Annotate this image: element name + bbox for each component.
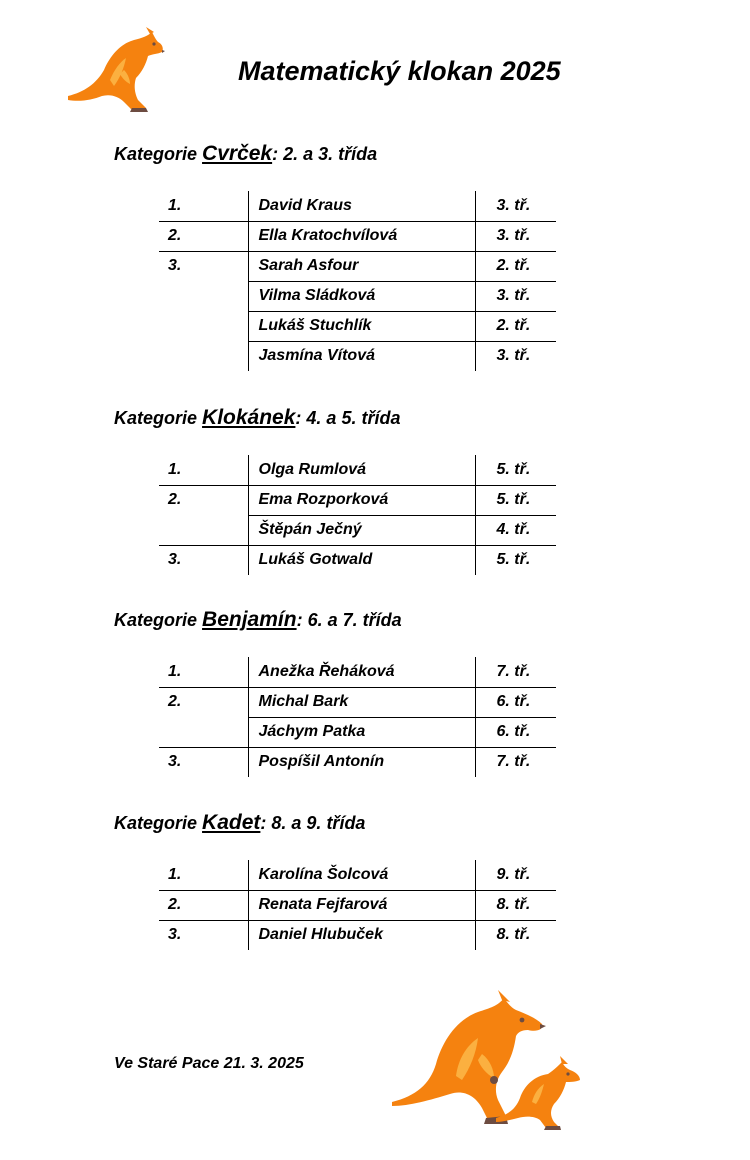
- table-row: [159, 455, 556, 485]
- name-cell: Lukáš Gotwald: [248, 545, 475, 575]
- table-row: [159, 221, 556, 251]
- table-row: [159, 281, 556, 311]
- name-cell: David Kraus: [248, 191, 475, 221]
- name-cell: Štěpán Ječný: [248, 515, 475, 545]
- grade-cell: 7. tř.: [475, 657, 556, 687]
- table-row: [159, 657, 556, 687]
- category-classes: : 8. a 9. třída: [260, 813, 366, 833]
- kangaroo-mother-baby-icon: [386, 990, 586, 1130]
- category-classes: : 6. a 7. třída: [296, 610, 402, 630]
- name-cell: Pospíšil Antonín: [248, 747, 475, 777]
- name-cell: Daniel Hlubuček: [248, 920, 475, 950]
- place-cell: 2.: [159, 485, 248, 515]
- category-prefix: Kategorie: [114, 610, 198, 630]
- grade-cell: 2. tř.: [475, 251, 556, 281]
- name-cell: Michal Bark: [248, 687, 475, 717]
- place-and-date: Ve Staré Pace 21. 3. 2025: [114, 1055, 304, 1072]
- place-cell: 1.: [168, 865, 182, 883]
- grade-cell: 9. tř.: [475, 860, 556, 890]
- name-cell: Lukáš Stuchlík: [248, 311, 475, 341]
- place-cell: 1.: [168, 196, 182, 214]
- grade-cell: 3. tř.: [475, 281, 556, 311]
- table-row: [159, 515, 556, 545]
- place-cell: 3.: [159, 747, 248, 777]
- name-cell: Ella Kratochvílová: [248, 221, 475, 251]
- category-heading-cvrcek: [114, 142, 377, 166]
- place-cell: 3.: [159, 920, 248, 950]
- place-cell: 2.: [159, 221, 248, 251]
- name-cell: Vilma Sládková: [248, 281, 475, 311]
- grade-cell: 4. tř.: [475, 515, 556, 545]
- grade-cell: 3. tř.: [475, 341, 556, 371]
- table-row: [159, 687, 556, 717]
- table-row: [159, 920, 556, 950]
- category-name: Klokánek: [202, 406, 296, 429]
- grade-cell: 2. tř.: [475, 311, 556, 341]
- grade-cell: 5. tř.: [475, 455, 556, 485]
- place-cell: [159, 341, 248, 371]
- grade-cell: 8. tř.: [475, 920, 556, 950]
- place-cell: 2.: [159, 890, 248, 920]
- grade-cell: 6. tř.: [475, 687, 556, 717]
- category-heading-klokanek: [114, 406, 400, 430]
- kangaroo-icon: [62, 26, 166, 114]
- place-cell: [159, 717, 248, 747]
- grade-cell: 5. tř.: [475, 545, 556, 575]
- category-prefix: Kategorie: [114, 813, 198, 833]
- category-name: Benjamín: [202, 608, 297, 631]
- name-cell: Jáchym Patka: [248, 717, 475, 747]
- category-prefix: Kategorie: [114, 144, 198, 164]
- category-name: Kadet: [202, 811, 261, 834]
- place-cell: 1.: [168, 662, 182, 680]
- place-cell: [159, 281, 248, 311]
- category-classes: : 4. a 5. třída: [295, 408, 401, 428]
- table-row: [159, 717, 556, 747]
- name-cell: Anežka Řeháková: [248, 657, 475, 687]
- name-cell: Jasmína Vítová: [248, 341, 475, 371]
- place-cell: 3.: [159, 251, 248, 281]
- grade-cell: 3. tř.: [475, 191, 556, 221]
- place-cell: [159, 515, 248, 545]
- table-row: [159, 485, 556, 515]
- place-cell: [159, 311, 248, 341]
- place-cell: 2.: [159, 687, 248, 717]
- category-name: Cvrček: [202, 142, 273, 165]
- table-row: [159, 341, 556, 371]
- page-title: Matematický klokan 2025: [238, 56, 561, 86]
- name-cell: Ema Rozporková: [248, 485, 475, 515]
- grade-cell: 3. tř.: [475, 221, 556, 251]
- place-cell: 3.: [159, 545, 248, 575]
- table-row: [159, 191, 556, 221]
- grade-cell: 5. tř.: [475, 485, 556, 515]
- table-row: [159, 860, 556, 890]
- results-table-benjamin: [159, 657, 556, 777]
- grade-cell: 8. tř.: [475, 890, 556, 920]
- table-row: [159, 890, 556, 920]
- category-classes: : 2. a 3. třída: [272, 144, 378, 164]
- category-prefix: Kategorie: [114, 408, 198, 428]
- category-heading-benjamin: [114, 608, 402, 632]
- category-heading-kadet: [114, 811, 365, 835]
- name-cell: Karolína Šolcová: [248, 860, 475, 890]
- table-row: [159, 545, 556, 575]
- name-cell: Olga Rumlová: [248, 455, 475, 485]
- results-table-kadet: [159, 860, 556, 950]
- name-cell: Renata Fejfarová: [248, 890, 475, 920]
- results-table-klokanek: [159, 455, 556, 575]
- grade-cell: 7. tř.: [475, 747, 556, 777]
- table-row: [159, 311, 556, 341]
- grade-cell: 6. tř.: [475, 717, 556, 747]
- place-cell: 1.: [168, 460, 182, 478]
- table-row: [159, 747, 556, 777]
- table-row: [159, 251, 556, 281]
- name-cell: Sarah Asfour: [248, 251, 475, 281]
- results-table-cvrcek: [159, 191, 556, 371]
